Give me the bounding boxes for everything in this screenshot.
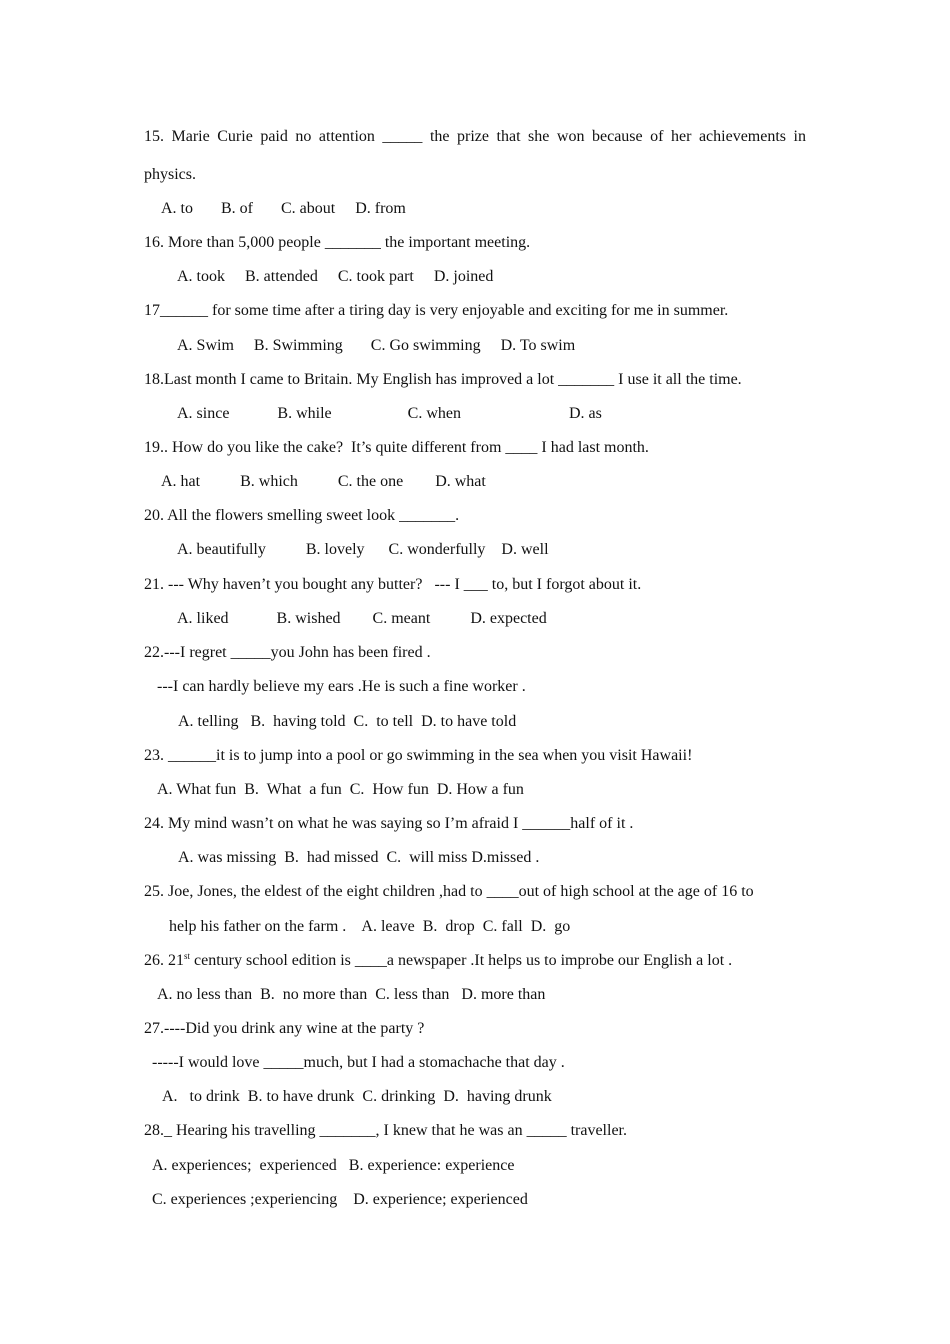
question-15-stem: 15. Marie Curie paid no attention _____ the prize that she won because of her achievements in: [144, 128, 806, 145]
question-15-stem-cont: physics.: [144, 166, 196, 183]
question-17-options: A. Swim B. Swimming C. Go swimming D. To swim: [177, 337, 576, 354]
question-21-stem: 21. --- Why haven’t you bought any butter? --- I ___ to, but I forgot about it.: [144, 576, 642, 593]
question-15-options: A. to B. of C. about D. from: [161, 200, 406, 217]
question-23-options: A. What fun B. What a fun C. How fun D. How a fun: [157, 781, 524, 798]
question-24-options: A. was missing B. had missed C. will miss D.missed .: [178, 849, 540, 866]
question-20-stem: 20. All the flowers smelling sweet look _______.: [144, 507, 460, 524]
question-27-stem: 27.----Did you drink any wine at the party ?: [144, 1020, 425, 1037]
question-28-options-line2: C. experiences ;experiencing D. experience; experienced: [152, 1191, 528, 1208]
question-27-options: A. to drink B. to have drunk C. drinking D. having drunk: [162, 1088, 552, 1105]
question-22-stem-cont: ---I can hardly believe my ears .He is such a fine worker .: [157, 678, 526, 695]
question-28-options-line1: A. experiences; experienced B. experience: experience: [152, 1157, 515, 1174]
question-16-stem: 16. More than 5,000 people _______ the important meeting.: [144, 234, 531, 251]
question-18-options: A. since B. while C. when D. as: [177, 405, 602, 422]
question-24-stem: 24. My mind wasn’t on what he was saying so I’m afraid I ______half of it .: [144, 815, 634, 832]
question-16-options: A. took B. attended C. took part D. joined: [177, 268, 494, 285]
question-28-stem: 28._ Hearing his travelling _______, I knew that he was an _____ traveller.: [144, 1122, 627, 1139]
question-21-options: A. liked B. wished C. meant D. expected: [177, 610, 547, 627]
question-26-superscript: st: [184, 951, 191, 961]
question-26-stem-pre: 26. 21: [144, 952, 184, 969]
question-17-stem: 17______ for some time after a tiring day is very enjoyable and exciting for me in summer.: [144, 302, 729, 319]
question-26-stem: [144, 951, 732, 971]
question-23-stem: 23. ______it is to jump into a pool or go swimming in the sea when you visit Hawaii!: [144, 747, 693, 764]
question-18-stem: 18.Last month I came to Britain. My English has improved a lot _______ I use it all the time.: [144, 371, 742, 388]
question-19-stem: 19.. How do you like the cake? It’s quite different from ____ I had last month.: [144, 439, 649, 456]
question-25-stem: 25. Joe, Jones, the eldest of the eight children ,had to ____out of high school at the age of 16 to: [144, 883, 754, 900]
question-26-options: A. no less than B. no more than C. less than D. more than: [157, 986, 546, 1003]
question-22-options: A. telling B. having told C. to tell D. to have told: [178, 713, 517, 730]
question-19-options: A. hat B. which C. the one D. what: [161, 473, 486, 490]
question-22-stem: 22.---I regret _____you John has been fired .: [144, 644, 431, 661]
question-26-stem-post: century school edition is ____a newspaper .It helps us to improbe our English a lot .: [190, 952, 733, 969]
question-27-stem-cont: -----I would love _____much, but I had a stomachache that day .: [152, 1054, 565, 1071]
question-20-options: A. beautifully B. lovely C. wonderfully D. well: [177, 541, 549, 558]
question-25-stem-cont: help his father on the farm . A. leave B. drop C. fall D. go: [169, 918, 571, 935]
